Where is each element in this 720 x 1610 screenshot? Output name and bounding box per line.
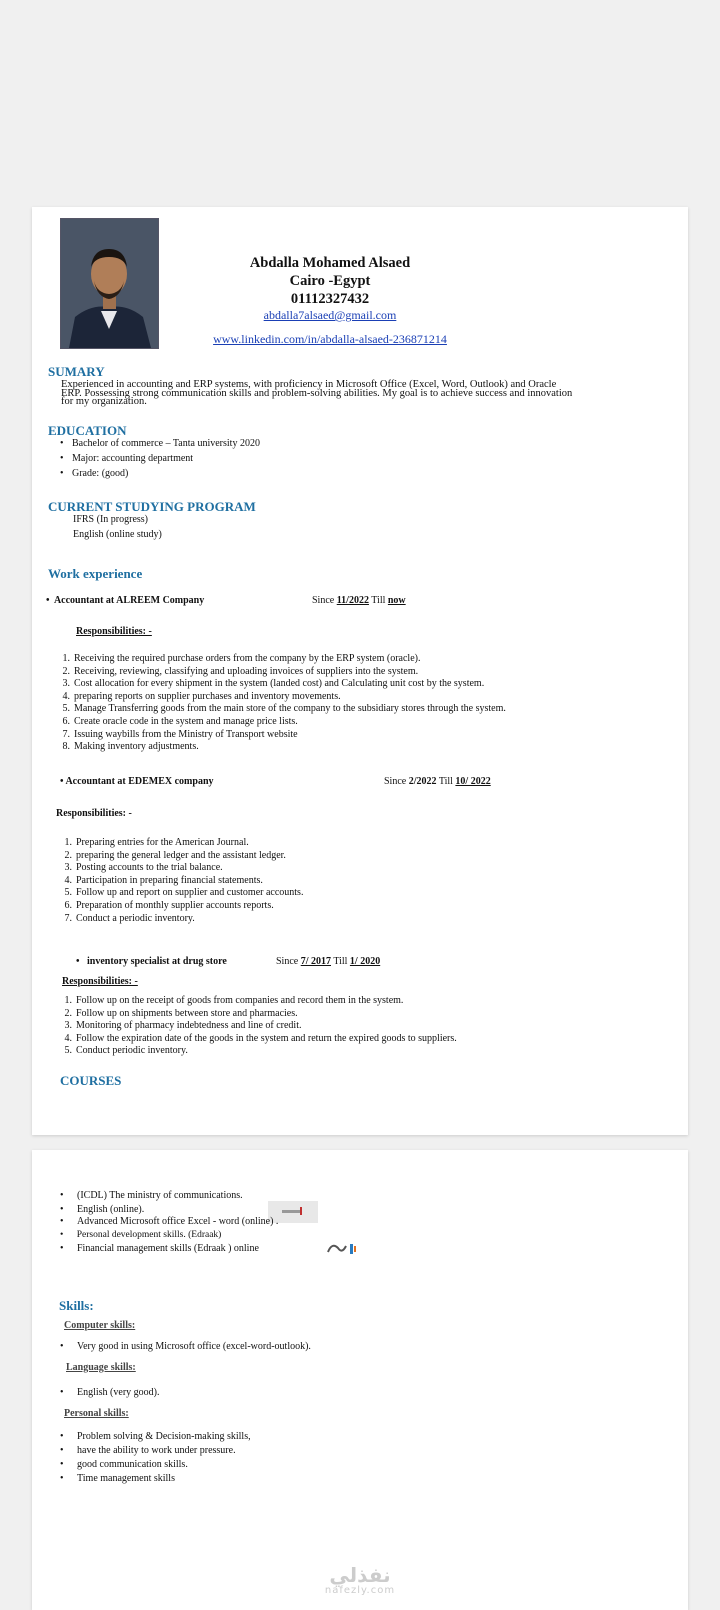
skills-heading: Skills: [59, 1298, 94, 1313]
job-2-list [56, 837, 303, 925]
personal-skills-label: Personal skills: [64, 1408, 129, 1419]
list-item: • (ICDL) The ministry of communications. [60, 1190, 243, 1201]
list-item: 5. Conduct periodic inventory. [64, 1045, 188, 1057]
list-item: 4. Follow the expiration date of the goods in the system and return the expired goods to suppliers. [64, 1032, 457, 1044]
work-heading: Work experience [48, 566, 143, 581]
education-list [60, 438, 260, 483]
list-item: 8. Making inventory adjustments. [62, 741, 199, 753]
candidate-city: Cairo -Egypt [289, 273, 371, 289]
personal-skills-list [60, 1431, 251, 1487]
list-item: 3. Cost allocation for every shipment in the system (landed cost) and Calculating unit cost by the system. [62, 678, 485, 690]
candidate-phone: 01112327432 [290, 291, 370, 307]
list-item: 5. Follow up and report on supplier and customer accounts. [64, 887, 304, 899]
computer-skills-list [60, 1341, 311, 1356]
computer-skills-label: Computer skills: [64, 1320, 136, 1331]
list-item: • Personal development skills. (Edraak) [60, 1230, 222, 1240]
list-item: • English (online). [60, 1204, 145, 1215]
linkedin-link[interactable]: www.linkedin.com/in/abdalla-alsaed-236871214 [213, 332, 447, 346]
list-item: 1. Receiving the required purchase orders from the company by the ERP system (oracle). [62, 653, 421, 664]
list-item: • Financial management skills (Edraak ) online [60, 1243, 259, 1254]
list-item: IFRS (In progress) [73, 514, 148, 525]
resume-page-2 [32, 1150, 688, 1610]
studying-list [73, 514, 162, 544]
list-item: 1. Preparing entries for the American Journal. [64, 837, 249, 848]
language-skills-label: Language skills: [66, 1362, 136, 1373]
job-dates-1: Since 11/2022 Till now [312, 595, 406, 606]
language-skills-list [60, 1387, 160, 1402]
list-item: 4. preparing reports on supplier purchases and inventory movements. [62, 690, 341, 702]
candidate-name: Abdalla Mohamed Alsaed [249, 255, 411, 271]
list-item: 6. Create oracle code in the system and manage price lists. [62, 715, 298, 727]
list-item: 3. Monitoring of pharmacy indebtedness and line of credit. [64, 1020, 302, 1032]
list-item: 2. Follow up on shipments between store and pharmacies. [64, 1007, 298, 1019]
list-item: • good communication skills. [60, 1459, 188, 1470]
list-item: 4. Participation in preparing financial statements. [64, 874, 263, 886]
list-item: 7. Issuing waybills from the Ministry of Transport website [62, 728, 298, 740]
courses-list [60, 1190, 278, 1256]
list-item: • Major: accounting department [60, 453, 194, 464]
list-item: 6. Preparation of monthly supplier accounts reports. [64, 899, 274, 911]
list-item: English (online study) [73, 529, 162, 540]
list-item: • English (very good). [60, 1387, 160, 1398]
list-item: 2. preparing the general ledger and the assistant ledger. [64, 849, 286, 861]
studying-heading: CURRENT STUDYING PROGRAM [48, 499, 256, 514]
email-link[interactable]: abdalla7alsaed@gmail.com [263, 308, 397, 322]
list-item: • Problem solving & Decision-making skills, [60, 1431, 251, 1442]
job-3-list [56, 995, 457, 1058]
responsibilities-label-3: Responsibilities: - [62, 976, 138, 987]
responsibilities-label-1: Responsibilities: - [76, 626, 152, 637]
summary-text: Experienced in accounting and ERP systems, with proficiency in Microsoft Office (Excel, Word, Outlook) and Oracle ERP. Possessing strong communication skills and problem-solving abilities. My goal is to achieve success and innovation for my organization. [61, 379, 573, 407]
list-item: 3. Posting accounts to the trial balance. [64, 862, 223, 874]
job-title-2: • Accountant at EDEMEX company [60, 776, 214, 787]
list-item: • Advanced Microsoft office Excel - word (online) . [60, 1216, 279, 1227]
list-item: • Very good in using Microsoft office (excel-word-outlook). [60, 1341, 311, 1352]
education-heading: EDUCATION [48, 423, 127, 438]
list-item: 5. Manage Transferring goods from the main store of the company to the subsidiary stores through the system. [62, 703, 506, 715]
job-title-3: • inventory specialist at drug store [76, 956, 227, 967]
responsibilities-label-2: Responsibilities: - [56, 808, 132, 819]
profile-photo [60, 218, 159, 349]
watermark: نفذلي nafezly.com [324, 1563, 396, 1596]
job-title-1: • Accountant at ALREEM Company [46, 595, 205, 606]
list-item: • Time management skills [60, 1473, 175, 1484]
job-dates-2: Since 2/2022 Till 10/ 2022 [384, 776, 491, 787]
list-item: 1. Follow up on the receipt of goods from companies and record them in the system. [64, 995, 404, 1006]
list-item: • Grade: (good) [60, 468, 129, 479]
list-item: • Bachelor of commerce – Tanta university 2020 [60, 438, 260, 449]
list-item: 7. Conduct a periodic inventory. [64, 912, 195, 924]
edraak-logo-image [324, 1238, 358, 1258]
summary-heading: SUMARY [48, 364, 105, 379]
courses-heading: COURSES [60, 1073, 122, 1088]
list-item: • have the ability to work under pressure. [60, 1445, 236, 1456]
list-item: 2. Receiving, reviewing, classifying and uploading invoices of suppliers into the system. [62, 665, 419, 677]
job-dates-3: Since 7/ 2017 Till 1/ 2020 [276, 956, 381, 967]
job-1-list [54, 653, 506, 754]
resume-page-1 [32, 207, 688, 1135]
